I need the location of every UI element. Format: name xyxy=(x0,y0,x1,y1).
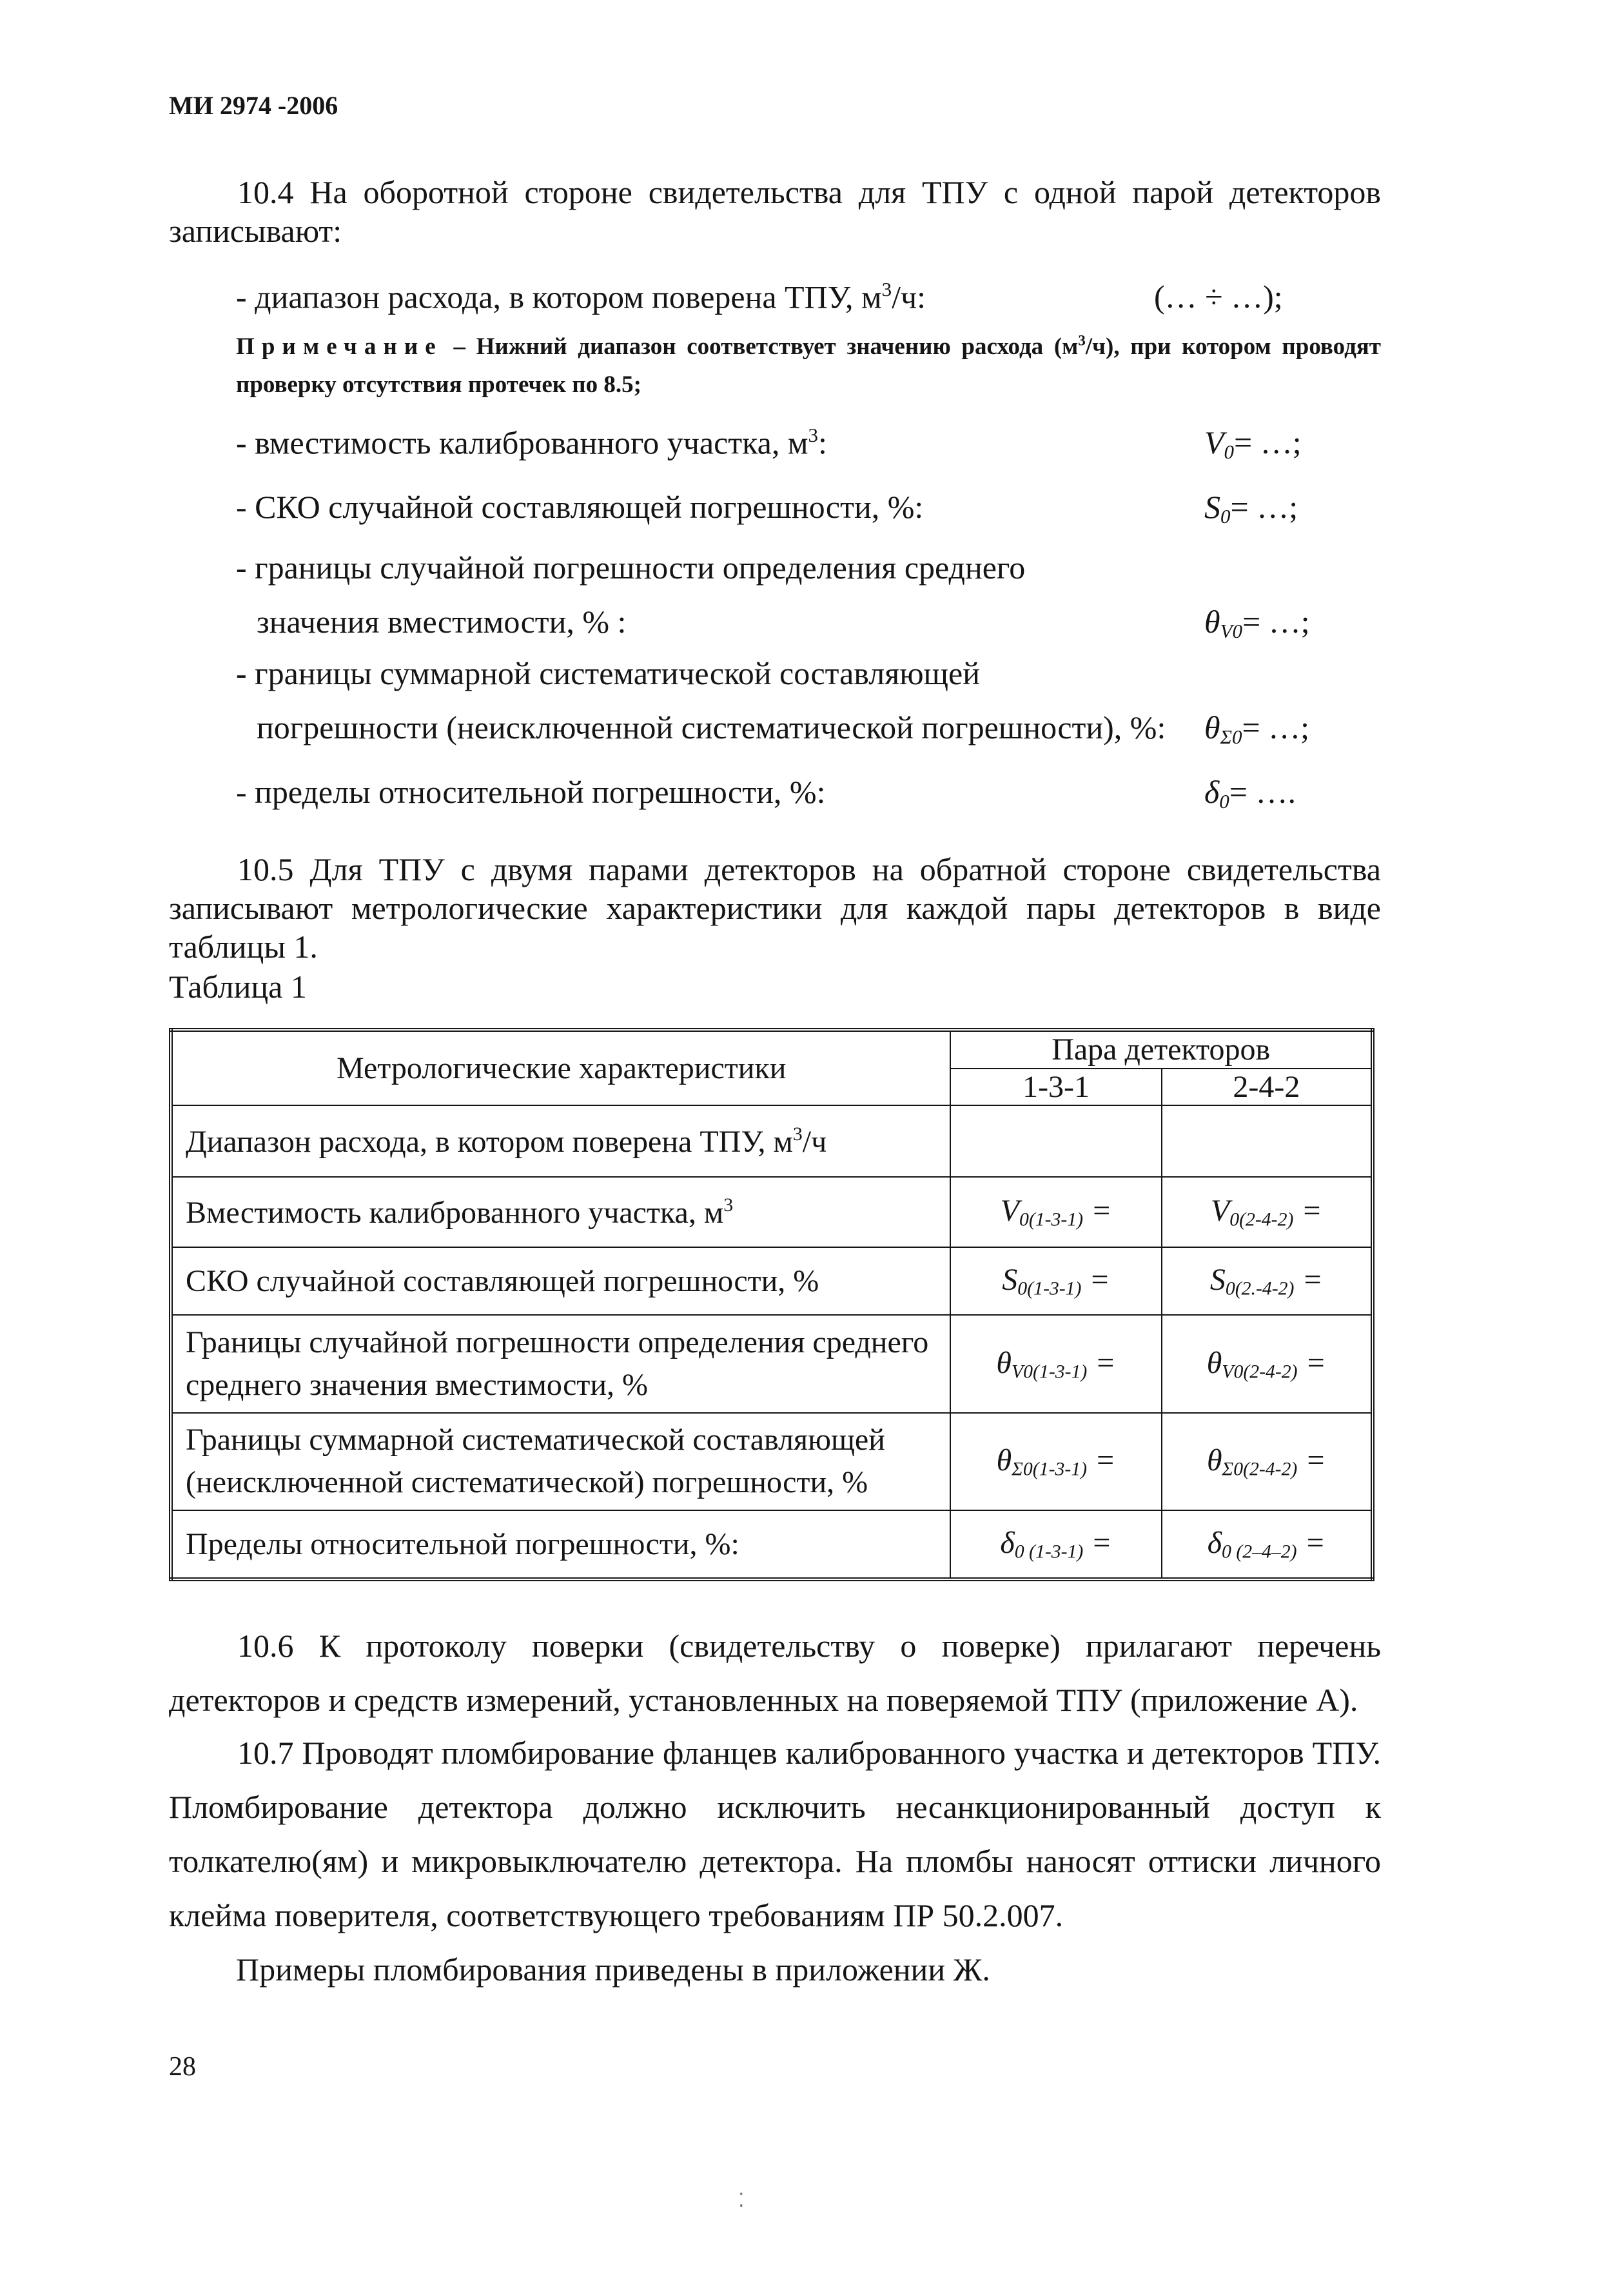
item-sko: - СКО случайной составляющей погрешности, %: xyxy=(236,489,924,525)
capacity-symbol: $V_0=$ …; xyxy=(1204,424,1302,463)
item-random-bounds: - границы случайной погрешности определения среднего xyxy=(236,549,1026,586)
note: Примечание – Нижний диапазон соответствует значению расхода $(м^3/ч)$, при котором проводят проверку отсутствия протечек по 8.5; xyxy=(236,332,1381,399)
table-row xyxy=(171,1413,1373,1510)
theta-v0-symbol: $\theta_{V0}=$ …; xyxy=(1204,604,1310,642)
cell-pair-a: $\theta_{\Sigma 0(1-3-1)}$ = xyxy=(950,1413,1161,1510)
table-header-row xyxy=(171,1030,1373,1069)
section-10-5: 10.5 Для ТПУ с двумя парами детекторов на обратной стороне свидетельства записывают метрологические характеристики для каждой пары детекторов в виде таблицы 1. xyxy=(169,851,1381,965)
row-label: Границы суммарной систематической составляющей (неисключенной систематической) погрешности, % xyxy=(171,1413,950,1510)
cell-pair-b: $V_{0(2-4-2)}$ = xyxy=(1162,1177,1373,1247)
cell-pair-b xyxy=(1162,1105,1373,1177)
item-system-bounds-cont: погрешности (неисключенной систематической погрешности), %: xyxy=(257,709,1166,745)
row-label: Пределы относительной погрешности, %: xyxy=(171,1510,950,1579)
section-10-4-intro: 10.4 На оборотной стороне свидетельства для ТПУ с одной парой детекторов записывают: xyxy=(169,174,1381,249)
cell-pair-b: $S_{0(2.-4-2)}$ = xyxy=(1162,1247,1373,1315)
row-label: СКО случайной составляющей погрешности, % xyxy=(171,1247,950,1315)
table-row xyxy=(171,1105,1373,1177)
document-code: МИ 2974 -2006 xyxy=(169,91,338,120)
note-word: Примечание xyxy=(236,333,443,360)
scan-mark: ⁚ xyxy=(738,2190,745,2211)
flow-range-value: (… ÷ …); xyxy=(1154,279,1283,315)
item-capacity: - вместимость калиброванного участка, $м^3$: xyxy=(236,424,827,461)
section-10-7: 10.7 Проводят пломбирование фланцев калиброванного участка и детекторов ТПУ. Пломбирование детектора должно исключить несанкционированный доступ к толкателю(ям) и микровыключателю детектора. На пломбы наносят оттиски личного клейма поверителя, соответствующего требованиям ПР 50.2.007. xyxy=(169,1735,1381,1933)
table-row xyxy=(171,1247,1373,1315)
cell-pair-b: $\theta_{V0(2-4-2)}$ = xyxy=(1162,1315,1373,1412)
flow-range-line: - диапазон расхода, в котором поверена ТПУ, $м^3/ч$: xyxy=(236,278,926,315)
item-system-bounds: - границы суммарной систематической составляющей xyxy=(236,655,981,691)
row-label: Вместимость калиброванного участка, $м^3$ xyxy=(171,1177,950,1247)
cell-pair-a: $\delta_{0 (1-3-1)}$ = xyxy=(950,1510,1161,1579)
metrology-table xyxy=(169,1028,1375,1581)
section-10-6: 10.6 К протоколу поверки (свидетельству о поверке) прилагают перечень детекторов и средств измерений, установленных на поверяемой ТПУ (приложение А). xyxy=(169,1628,1381,1718)
table-row xyxy=(171,1177,1373,1247)
item-limits: - пределы относительной погрешности, %: xyxy=(236,774,826,810)
delta-symbol: $\delta_0=$ …. xyxy=(1204,774,1296,813)
cell-pair-a: $S_{0(1-3-1)}$ = xyxy=(950,1247,1161,1315)
cell-pair-b: $\delta_{0 (2-4-2)}$ = xyxy=(1162,1510,1373,1579)
cell-pair-a: $\theta_{V0(1-3-1)}$ = xyxy=(950,1315,1161,1412)
item-random-bounds-cont: значения вместимости, % : xyxy=(257,604,627,640)
row-label: Границы случайной погрешности определения среднего среднего значения вместимости, % xyxy=(171,1315,950,1412)
sko-symbol: $S_0=$ …; xyxy=(1204,489,1298,528)
table-caption: Таблица 1 xyxy=(169,969,307,1005)
cell-pair-b: $\theta_{\Sigma 0(2-4-2)}$ = xyxy=(1162,1413,1373,1510)
row-label: Диапазон расхода, в котором поверена ТПУ, $м^3/ч$ xyxy=(171,1105,950,1177)
header-characteristics: Метрологические характеристики xyxy=(171,1030,950,1105)
cell-pair-a: $V_{0(1-3-1)}$ = xyxy=(950,1177,1161,1247)
header-pair-b: 2-4-2 xyxy=(1162,1069,1373,1106)
theta-sum-symbol: $\theta_{\Sigma 0}=$ …; xyxy=(1204,709,1310,748)
header-detector-pair: Пара детекторов xyxy=(950,1030,1373,1069)
table-row xyxy=(171,1510,1373,1579)
table-row xyxy=(171,1315,1373,1412)
page-number: 28 xyxy=(169,2052,196,2082)
sealing-examples: Примеры пломбирования приведены в приложении Ж. xyxy=(236,1951,990,1988)
cell-pair-a xyxy=(950,1105,1161,1177)
header-pair-a: 1-3-1 xyxy=(950,1069,1161,1106)
